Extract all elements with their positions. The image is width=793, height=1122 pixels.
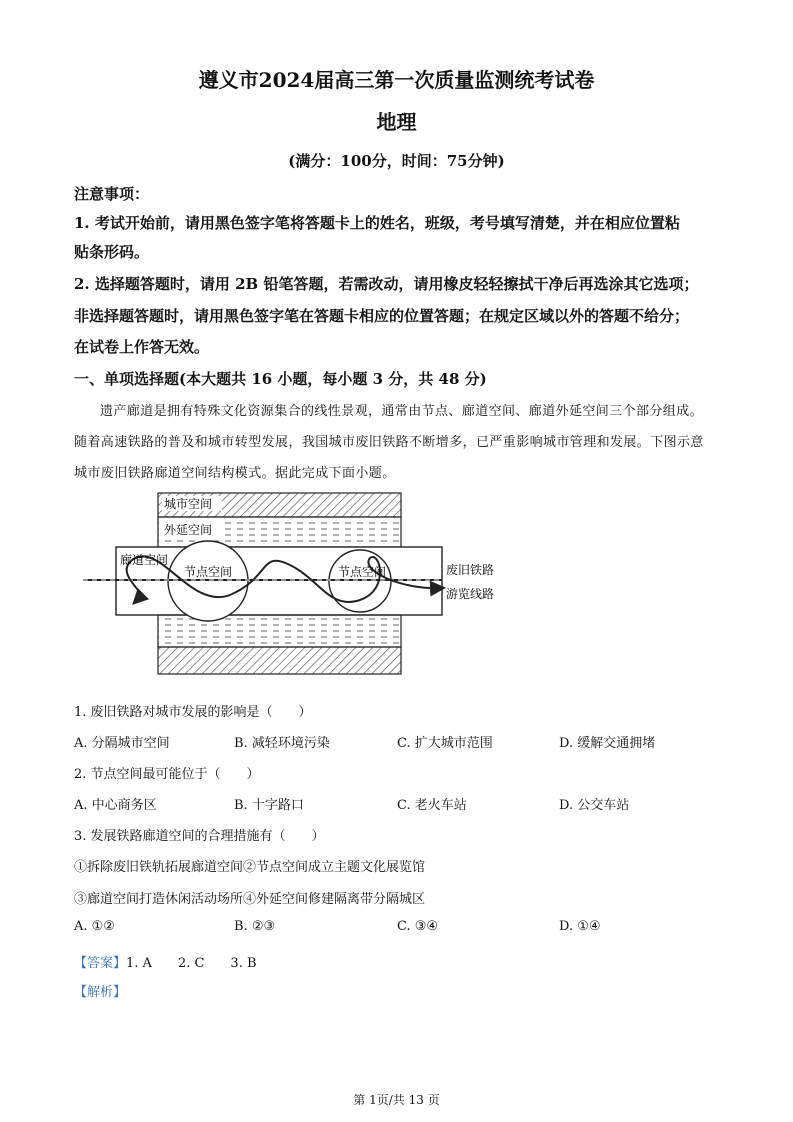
label-node-space-2: 节点空间 xyxy=(338,565,387,579)
question-2-stem: 2. 节点空间最可能位于（ ） xyxy=(74,767,260,782)
q1-option-b: B. 减轻环境污染 xyxy=(234,736,330,751)
subject-title: 地理 xyxy=(376,110,417,134)
q3-statement-line: ③廊道空间打造休闲活动场所④外延空间修建隔离带分隔城区 xyxy=(74,892,426,907)
q3-option-a: A. ①② xyxy=(74,919,115,934)
notes-line: 在试卷上作答无效。 xyxy=(74,338,210,356)
notes-line: 2. 选择题答题时，请用 2B 铅笔答题，若需改动，请用橡皮轻轻擦拭干净后再选涂其它选项； xyxy=(74,275,699,293)
label-old-railway: 废旧铁路 xyxy=(446,563,495,577)
label-tour-route: 游览线路 xyxy=(446,587,495,601)
notes-line: 1. 考试开始前，请用黑色签字笔将答题卡上的姓名，班级，考号填写清楚，并在相应位置粘 xyxy=(74,214,680,232)
page-footer: 第 1页/共 13 页 xyxy=(353,1093,440,1107)
label-node-space-1: 节点空间 xyxy=(184,565,233,579)
label-corridor-space: 廊道空间 xyxy=(120,553,169,567)
q1-option-c: C. 扩大城市范围 xyxy=(397,736,493,751)
analysis-tag: 【解析】 xyxy=(74,985,127,1000)
q3-option-c: C. ③④ xyxy=(397,919,439,934)
answer-text: 1. A 2. C 3. B xyxy=(126,956,257,971)
q2-option-c: C. 老火车站 xyxy=(397,798,467,813)
exam-title: 遵义市2024届高三第一次质量监测统考试卷 xyxy=(198,68,595,92)
answer-tag: 【答案】 xyxy=(74,956,127,971)
label-extension-space: 外延空间 xyxy=(164,523,213,537)
notes-line: 贴条形码。 xyxy=(74,243,150,261)
corridor-diagram xyxy=(80,490,510,680)
q2-option-d: D. 公交车站 xyxy=(559,798,630,813)
question-1-stem: 1. 废旧铁路对城市发展的影响是（ ） xyxy=(74,705,312,720)
notes-heading: 注意事项： xyxy=(74,185,150,203)
label-city-space: 城市空间 xyxy=(164,497,213,511)
question-3-stem: 3. 发展铁路廊道空间的合理措施有（ ） xyxy=(74,829,325,844)
answer-line xyxy=(74,952,257,971)
score-time: (满分：100分，时间：75分钟) xyxy=(288,152,505,170)
city-space-band-bottom xyxy=(158,647,401,674)
q3-statement-line: ①拆除废旧铁轨拓展廊道空间②节点空间成立主题文化展览馆 xyxy=(74,860,426,875)
passage: 遗产廊道是拥有特殊文化资源集合的线性景观，通常由节点、廊道空间、廊道外延空间三个部分组成。随着高速铁路的普及和城市转型发展，我国城市废旧铁路不断增多，已严重影响城市管理和发展。下图示意城市废旧铁路廊道空间结构模式。据此完成下面小题。 xyxy=(74,404,704,481)
section-heading: 一、单项选择题(本大题共 16 小题，每小题 3 分，共 48 分) xyxy=(74,370,487,388)
q2-option-b: B. 十字路口 xyxy=(234,798,304,813)
q1-option-d: D. 缓解交通拥堵 xyxy=(559,736,656,751)
q1-option-a: A. 分隔城市空间 xyxy=(74,736,170,751)
q3-option-b: B. ②③ xyxy=(234,919,276,934)
q3-option-d: D. ①④ xyxy=(559,919,601,934)
notes-line: 非选择题答题时，请用黑色签字笔在答题卡相应的位置答题；在规定区域以外的答题不给分； xyxy=(74,307,690,325)
q2-option-a: A. 中心商务区 xyxy=(74,798,157,813)
extension-space-bottom xyxy=(158,615,401,647)
